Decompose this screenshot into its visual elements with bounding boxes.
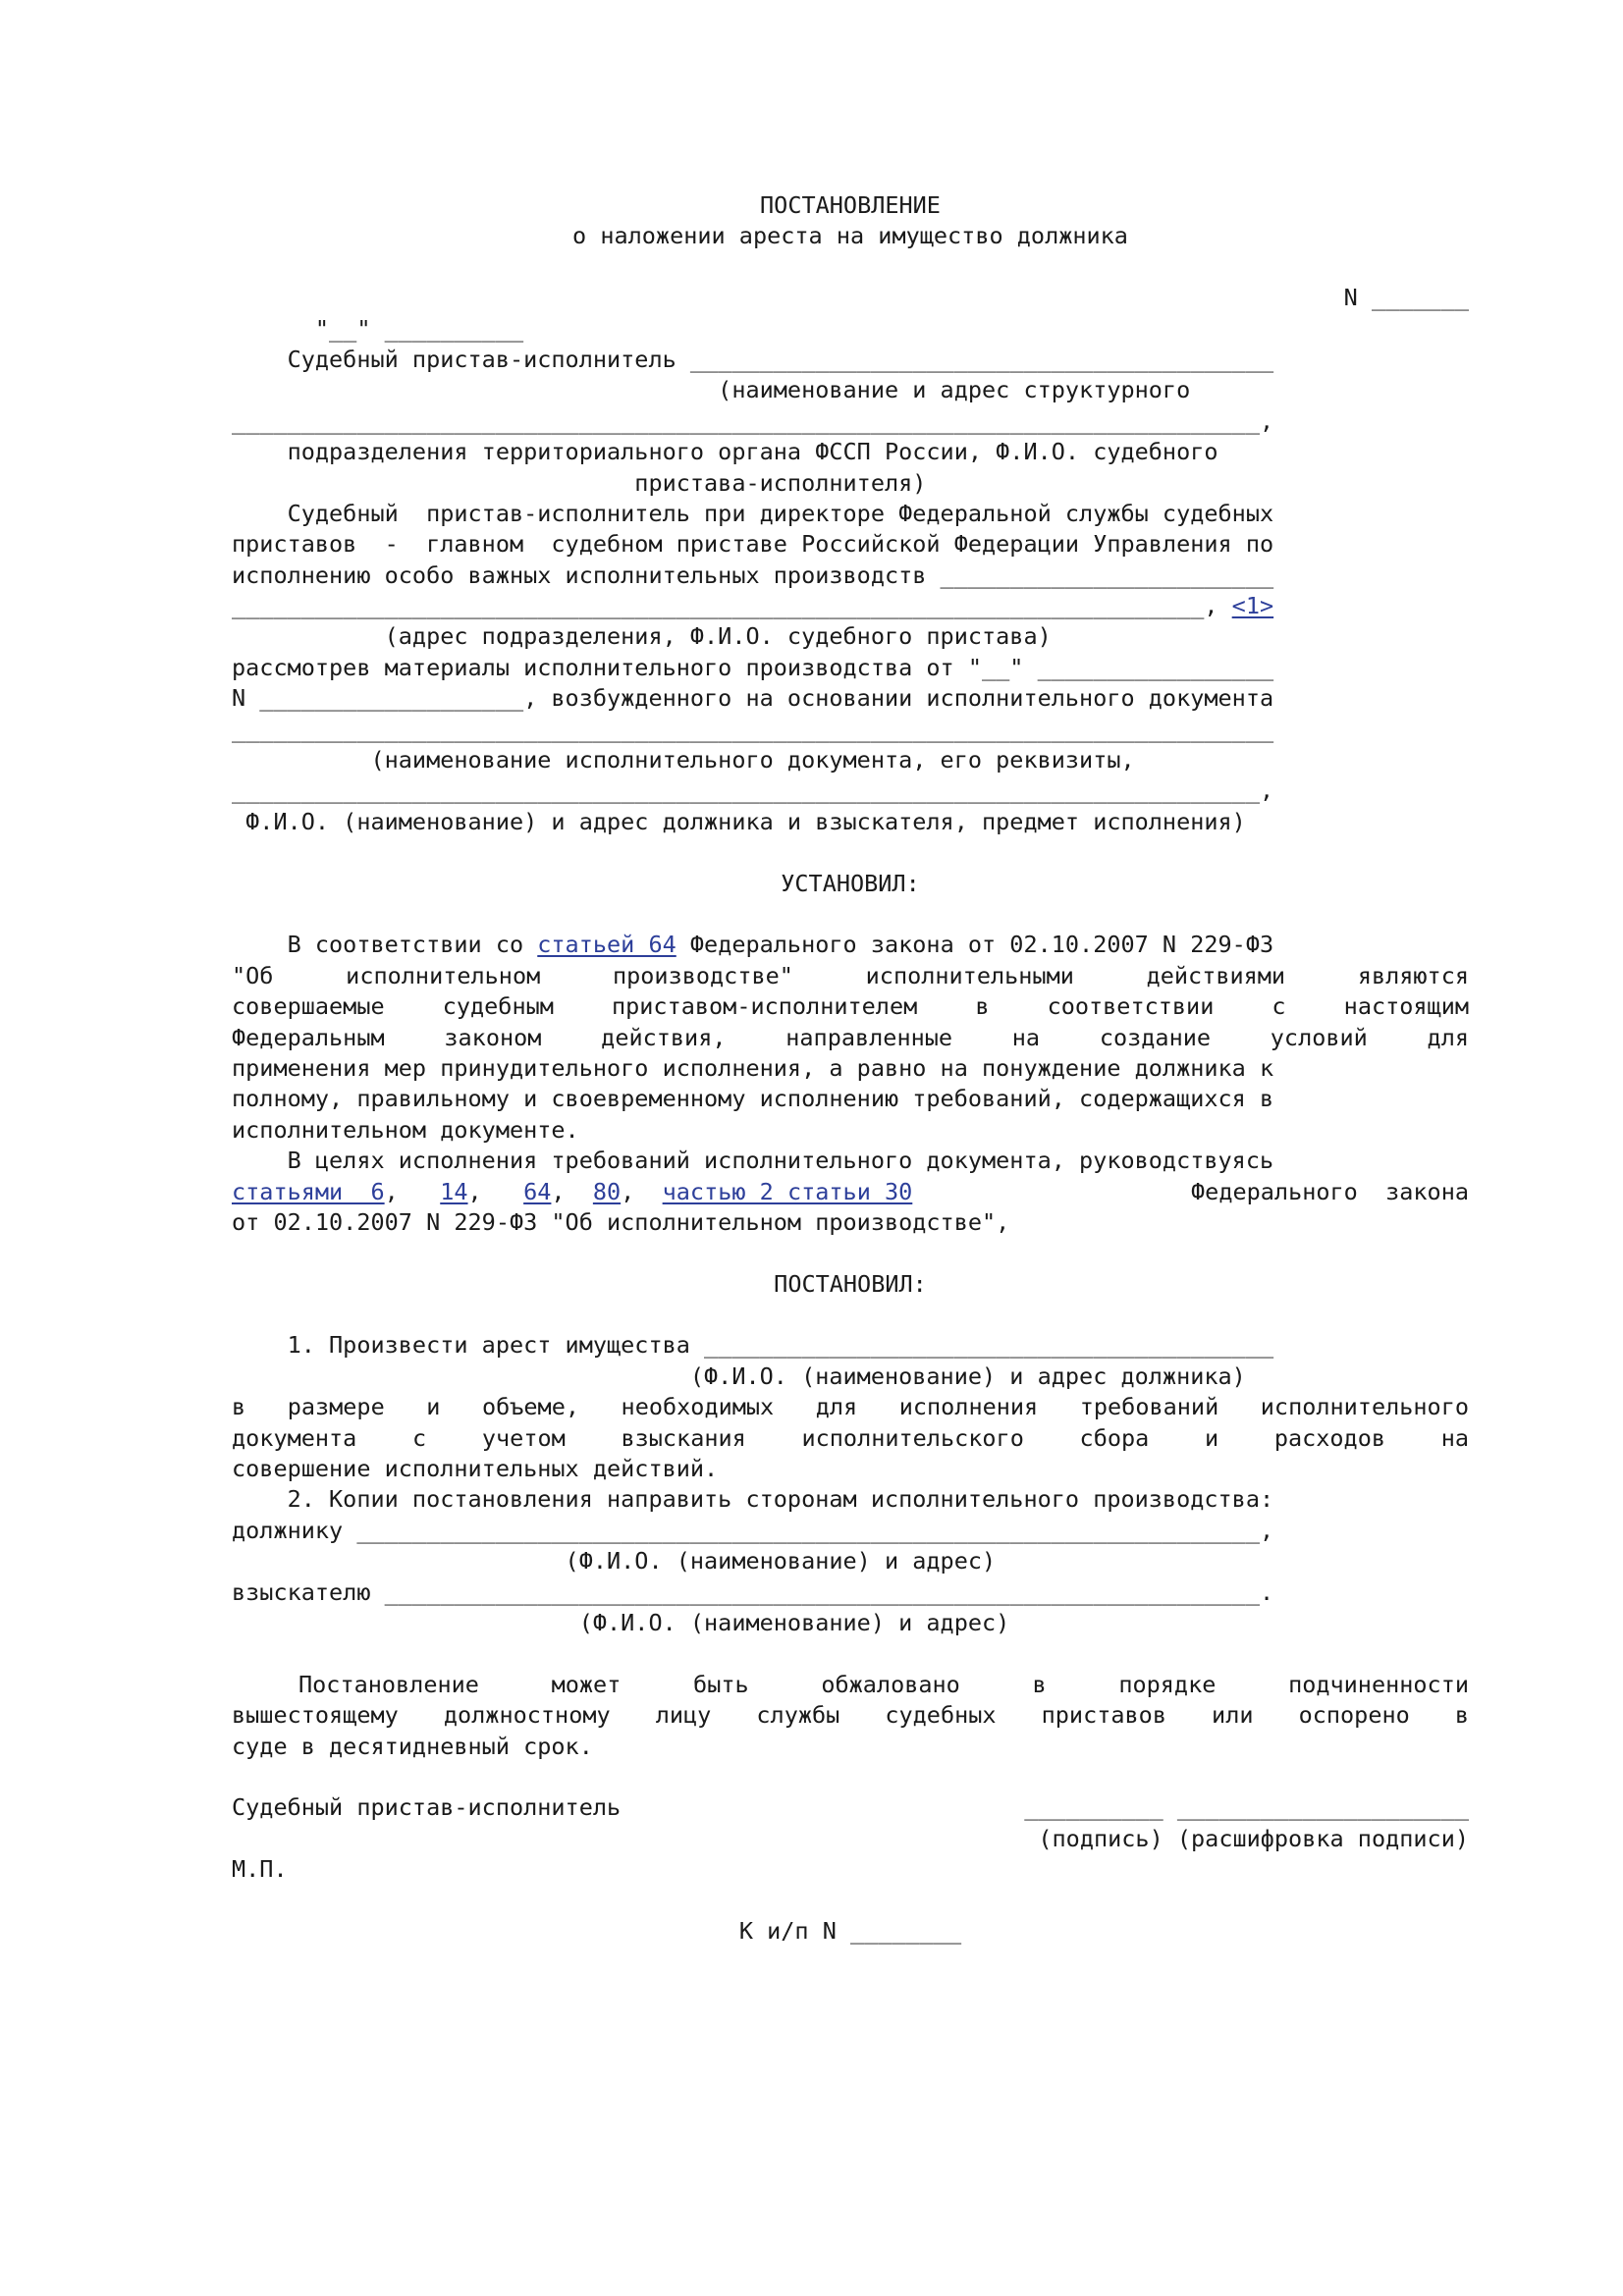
established-line-5: применения мер принудительного исполнения, а равно на понуждение должника к: [232, 1053, 1274, 1082]
article-80-link[interactable]: 80: [592, 1177, 622, 1205]
executive-doc-blank: ___________________________________________________________________________: [232, 715, 1274, 743]
established-line-10: от 02.10.2007 N 229-ФЗ "Об исполнительном производстве",: [232, 1207, 1010, 1236]
articles-6-link[interactable]: статьями 6: [232, 1177, 385, 1205]
established-line-9: [232, 1177, 1469, 1207]
signature-hint: (подпись) (расшифровка подписи): [1038, 1824, 1469, 1852]
resolved-heading: ПОСТАНОВИЛ:: [774, 1269, 927, 1298]
bailiff-hint-1: (наименование и адрес структурного: [232, 376, 1191, 404]
resolved-item-1-line-4: совершение исполнительных действий.: [232, 1455, 719, 1483]
text-segment: ,: [621, 1177, 663, 1205]
text-segment: Федерального закона от 02.10.2007 N 229-ФЗ: [676, 931, 1274, 959]
text-segment: В соответствии со: [232, 931, 538, 959]
director-bailiff-line-4: [232, 591, 1469, 621]
article-64-link[interactable]: 64: [523, 1177, 552, 1205]
established-line-6: полному, правильному и своевременному исполнению требований, содержащихся в: [232, 1085, 1274, 1113]
case-number-line: N ___________________, возбужденного на основании исполнительного документа: [232, 684, 1274, 713]
established-line-8: В целях исполнения требований исполнительного документа, руководствуясь: [232, 1147, 1274, 1175]
text-segment: Федерального закона: [1191, 1177, 1469, 1205]
established-line-3: совершаемые судебным приставом-исполнителем в соответствии с настоящим: [232, 992, 1469, 1021]
parties-blank: __________________________________________________________________________,: [232, 776, 1274, 805]
date-field: "__" __________: [314, 314, 524, 343]
established-line-7: исполнительном документе.: [232, 1115, 579, 1144]
case-reference-footer: К и/п N ________: [738, 1916, 962, 1945]
resolved-item-1-line-2: в размере и объеме, необходимых для исполнения требований исполнительного: [232, 1393, 1469, 1421]
established-line-2: "Об исполнительном производстве" исполнительными действиями являются: [232, 961, 1469, 989]
parties-hint: Ф.И.О. (наименование) и адрес должника и взыскателя, предмет исполнения): [232, 807, 1246, 835]
director-bailiff-line-3: исполнению особо важных исполнительных производств ________________________: [232, 561, 1274, 589]
text-segment: ,: [384, 1177, 441, 1205]
resolved-item-1-hint: (Ф.И.О. (наименование) и адрес должника): [232, 1362, 1246, 1390]
debtor-hint: (Ф.И.О. (наименование) и адрес): [232, 1547, 997, 1575]
director-bailiff-line-1: Судебный пристав-исполнитель при директоре Федеральной службы судебных: [232, 499, 1274, 527]
bailiff-blank-line: __________________________________________________________________________,: [232, 406, 1274, 435]
appeal-line-3: суде в десятидневный срок.: [232, 1732, 593, 1760]
resolved-item-2: 2. Копии постановления направить сторонам исполнительного производства:: [232, 1485, 1274, 1514]
established-line-4: Федеральным законом действия, направленные на создание условий для: [232, 1023, 1469, 1051]
spacer: [232, 1762, 1469, 1792]
blank-underline: ______________________________________________________________________,: [232, 592, 1232, 620]
article-30-part-2-link[interactable]: частью 2 статьи 30: [662, 1177, 913, 1205]
law-article-64-link[interactable]: статьей 64: [537, 931, 676, 959]
bailiff-hint-2: подразделения территориального органа ФССП России, Ф.И.О. судебного: [232, 438, 1218, 466]
spacer: [232, 252, 1469, 283]
signature-blanks: __________ _____________________: [1024, 1793, 1469, 1822]
spacer: [232, 1638, 1469, 1669]
stamp-place: М.П.: [232, 1855, 288, 1884]
bailiff-line: Судебный пристав-исполнитель __________________________________________: [232, 345, 1274, 373]
footnote-link[interactable]: <1>: [1231, 592, 1274, 620]
executive-doc-hint: (наименование исполнительного документа, его реквизиты,: [232, 746, 1135, 774]
date-number-row: [232, 283, 1469, 343]
spacer: [232, 899, 1469, 930]
materials-line: рассмотрев материалы исполнительного производства от "__" _________________: [232, 653, 1274, 681]
appeal-line-1: [232, 1670, 1469, 1700]
document-number-field: N _______: [1343, 284, 1469, 312]
debtor-line: должнику _________________________________________________________________,: [232, 1516, 1274, 1544]
document-title: ПОСТАНОВЛЕНИЕ: [760, 191, 941, 219]
resolved-item-1-line-3: документа с учетом взыскания исполнительского сбора и расходов на: [232, 1423, 1469, 1452]
creditor-hint: (Ф.И.О. (наименование) и адрес): [232, 1608, 1010, 1636]
director-bailiff-line-2: приставов - главном судебном приставе Российской Федерации Управления по: [232, 530, 1274, 559]
appeal-line-2: вышестоящему должностному лицу службы судебных приставов или оспорено в: [232, 1701, 1469, 1730]
established-heading: УСТАНОВИЛ:: [781, 869, 920, 897]
document-subtitle: о наложении ареста на имущество должника: [572, 222, 1128, 250]
signature-title: Судебный пристав-исполнитель: [232, 1793, 622, 1822]
spacer: [232, 1300, 1469, 1330]
article-14-link[interactable]: 14: [440, 1177, 468, 1205]
spacer: [232, 1238, 1469, 1268]
address-hint: (адрес подразделения, Ф.И.О. судебного пристава): [232, 622, 1052, 651]
creditor-line: взыскателю _______________________________________________________________.: [232, 1577, 1274, 1606]
bailiff-hint-3: пристава-исполнителя): [232, 468, 927, 497]
established-line-1: [232, 930, 1469, 960]
text-segment: ,: [467, 1177, 524, 1205]
resolved-item-1: 1. Произвести арест имущества _________________________________________: [232, 1331, 1274, 1360]
text-segment: ,: [551, 1177, 593, 1205]
document-body: [232, 190, 1469, 1947]
spacer: [232, 1885, 1469, 1915]
appeal-text: Постановление может быть обжаловано в порядке подчиненности: [298, 1670, 1469, 1698]
spacer: [232, 837, 1469, 868]
